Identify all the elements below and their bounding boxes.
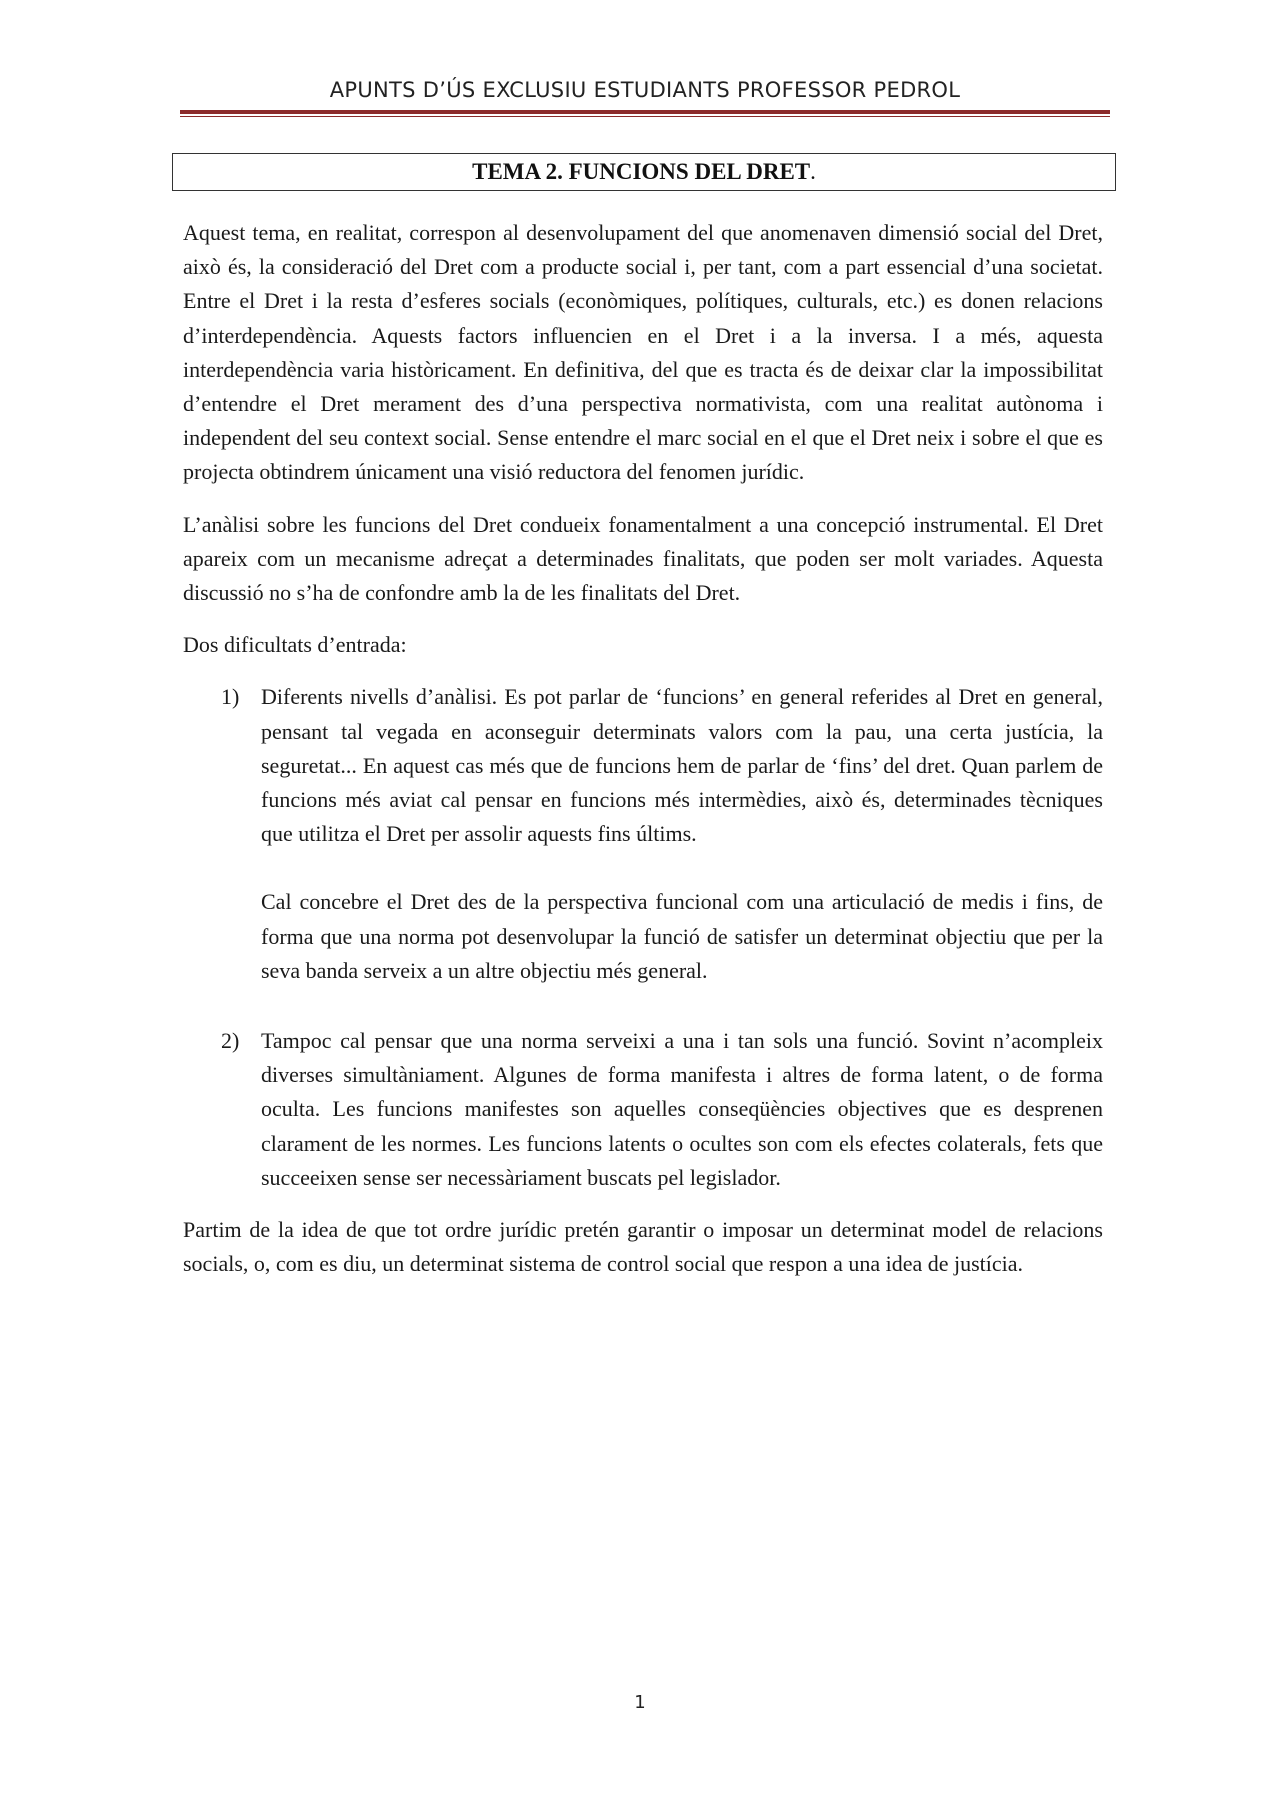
list-item-2	[183, 1024, 1103, 1195]
header-rule-thin	[180, 116, 1110, 117]
section-title: TEMA 2. FUNCIONS DEL DRET	[472, 159, 811, 184]
paragraph-conclusion: Partim de la idea de que tot ordre jurídic pretén garantir o imposar un determinat model de relacions socials, o, com es diu, un determinat sistema de control social que respon a una idea de justícia.	[183, 1217, 1103, 1277]
document-body	[183, 216, 1103, 1299]
list-item-1-text-a: Diferents nivells d’anàlisi. Es pot parlar de ‘funcions’ en general referides al Dret en general, pensant tal vegada en aconseguir determinats valors com la pau, una certa justícia, la seguretat... En aquest cas més que de funcions hem de parlar de ‘fins’ del dret. Quan parlem de funcions més aviat cal pensar en funcions més intermèdies, això és, determinades tècniques que utilitza el Dret per assolir aquests fins últims.	[261, 684, 1103, 847]
paragraph-difficulties: Dos dificultats d’entrada:	[183, 632, 407, 658]
section-title-box	[172, 153, 1116, 191]
paragraph-intro: Aquest tema, en realitat, correspon al desenvolupament del que anomenaven dimensió social del Dret, això és, la consideració del Dret com a producte social i, per tant, com a part essencial d’una societat. Entre el Dret i la resta d’esferes socials (econòmiques, polítiques, culturals, etc.) es donen relacions d’interdependència. Aquests factors influencien en el Dret i a la inversa. I a més, aquesta interdependència varia històricament. En definitiva, del que es tracta és de deixar clar la impossibilitat d’entendre el Dret merament des d’una perspectiva normativista, com una realitat autònoma i independent del seu context social. Sense entendre el marc social en el que el Dret neix i sobre el que es projecta obtindrem únicament una visió reductora del fenomen jurídic.	[183, 220, 1103, 485]
page-header: APUNTS D’ÚS EXCLUSIU ESTUDIANTS PROFESSOR PEDROL	[329, 78, 961, 102]
paragraph-analysis: L’anàlisi sobre les funcions del Dret condueix fonamentalment a una concepció instrumental. El Dret apareix com un mecanisme adreçat a determinades finalitats, que poden ser molt variades. Aquesta discussió no s’ha de confondre amb la de les finalitats del Dret.	[183, 511, 1103, 606]
list-number: 1)	[221, 684, 240, 710]
page-number: 1	[634, 1692, 646, 1713]
list-item-1-text-b: Cal concebre el Dret des de la perspectiva funcional com una articulació de medis i fins, de forma que una norma pot desenvolupar la funció de satisfer un determinat objectiu que per la seva banda serveix a un altre objectiu més general.	[261, 889, 1103, 983]
list-item-1	[183, 680, 1103, 988]
header-rule-thick	[180, 110, 1110, 114]
section-title-period: .	[810, 159, 816, 184]
list-item-2-text-a: Tampoc cal pensar que una norma serveixi a una i tan sols una funció. Sovint n’acompleix diverses simultàniament. Algunes de forma manifesta i altres de forma latent, o de forma oculta. Les funcions manifestes son aquelles conseqüències objectives que es desprenen clarament de les normes. Les funcions latents o ocultes son com els efectes colaterals, fets que succeeixen sense ser necessàriament buscats pel legislador.	[261, 1028, 1103, 1190]
list-number: 2)	[221, 1028, 240, 1054]
